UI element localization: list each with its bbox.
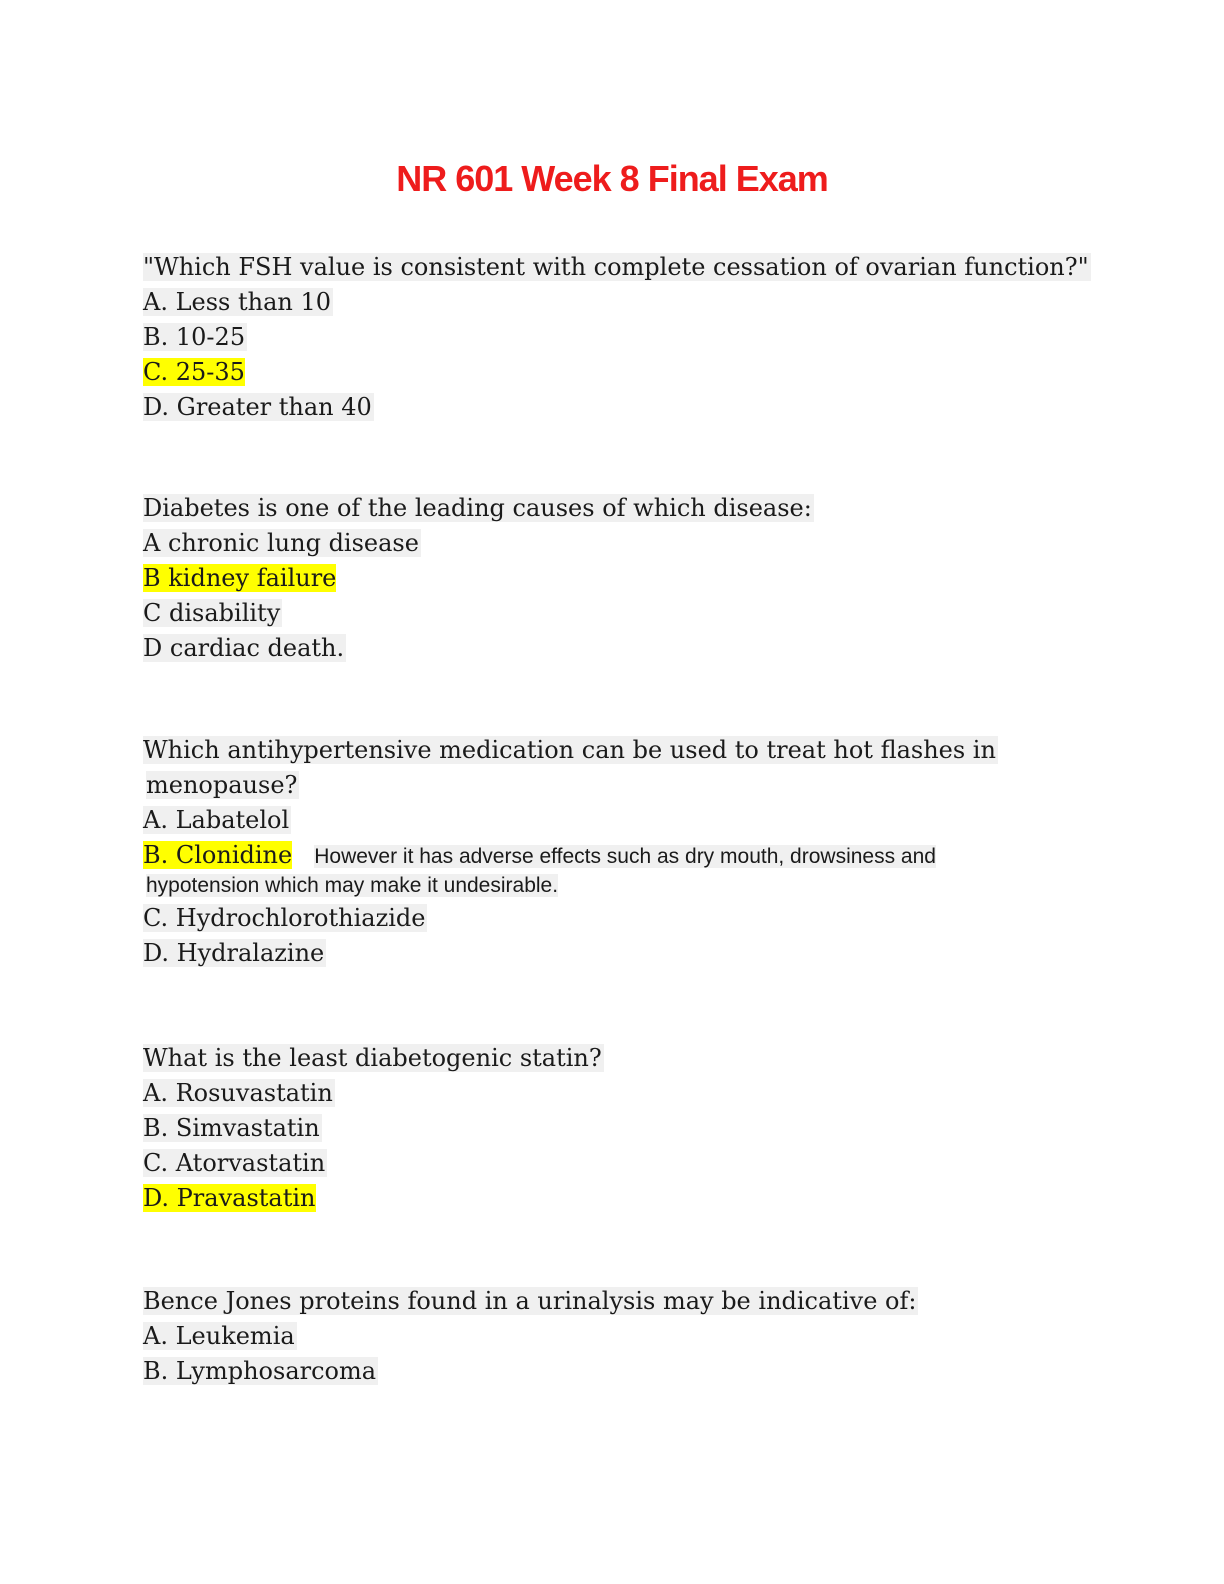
question-stem: Diabetes is one of the leading causes of which disease: — [143, 494, 812, 522]
answer-option: C. Atorvastatin — [143, 1149, 326, 1177]
answer-option-highlighted: B kidney failure — [143, 564, 337, 592]
answer-option: A. Rosuvastatin — [143, 1079, 333, 1107]
answer-option: D. Hydralazine — [143, 939, 325, 967]
answer-note-continued: hypotension which may make it undesirable. — [146, 874, 559, 897]
answer-option: D. Greater than 40 — [143, 393, 372, 421]
answer-option: B. 10-25 — [143, 323, 246, 351]
answer-option: A. Labatelol — [143, 806, 290, 834]
answer-option: A. Leukemia — [143, 1322, 295, 1350]
question-5 — [143, 1284, 918, 1389]
question-stem: Bence Jones proteins found in a urinalysis may be indicative of: — [143, 1287, 917, 1315]
question-stem: Which antihypertensive medication can be used to treat hot flashes in — [143, 736, 996, 764]
answer-option: C. Hydrochlorothiazide — [143, 904, 426, 932]
answer-note: However it has adverse effects such as dry mouth, drowsiness and — [314, 845, 936, 868]
answer-option-highlighted: D. Pravastatin — [143, 1184, 316, 1212]
answer-option: B. Simvastatin — [143, 1114, 320, 1142]
answer-option-highlighted: C. 25-35 — [143, 358, 245, 386]
answer-option: B. Lymphosarcoma — [143, 1357, 377, 1385]
question-4 — [143, 1041, 604, 1216]
question-stem: What is the least diabetogenic statin? — [143, 1044, 602, 1072]
question-1 — [143, 250, 1091, 425]
answer-option: A. Less than 10 — [143, 288, 332, 316]
question-3 — [143, 733, 998, 971]
question-2 — [143, 491, 814, 666]
answer-option-highlighted: B. Clonidine However it has adverse effects such as dry mouth, drowsiness and — [143, 841, 936, 869]
answer-option: C disability — [143, 599, 281, 627]
document-title: NR 601 Week 8 Final Exam — [396, 158, 828, 199]
answer-option: A chronic lung disease — [143, 529, 419, 557]
question-stem: "Which FSH value is consistent with complete cessation of ovarian function?" — [143, 253, 1089, 281]
answer-option: D cardiac death. — [143, 634, 345, 662]
question-stem-continued: menopause? — [146, 771, 298, 799]
